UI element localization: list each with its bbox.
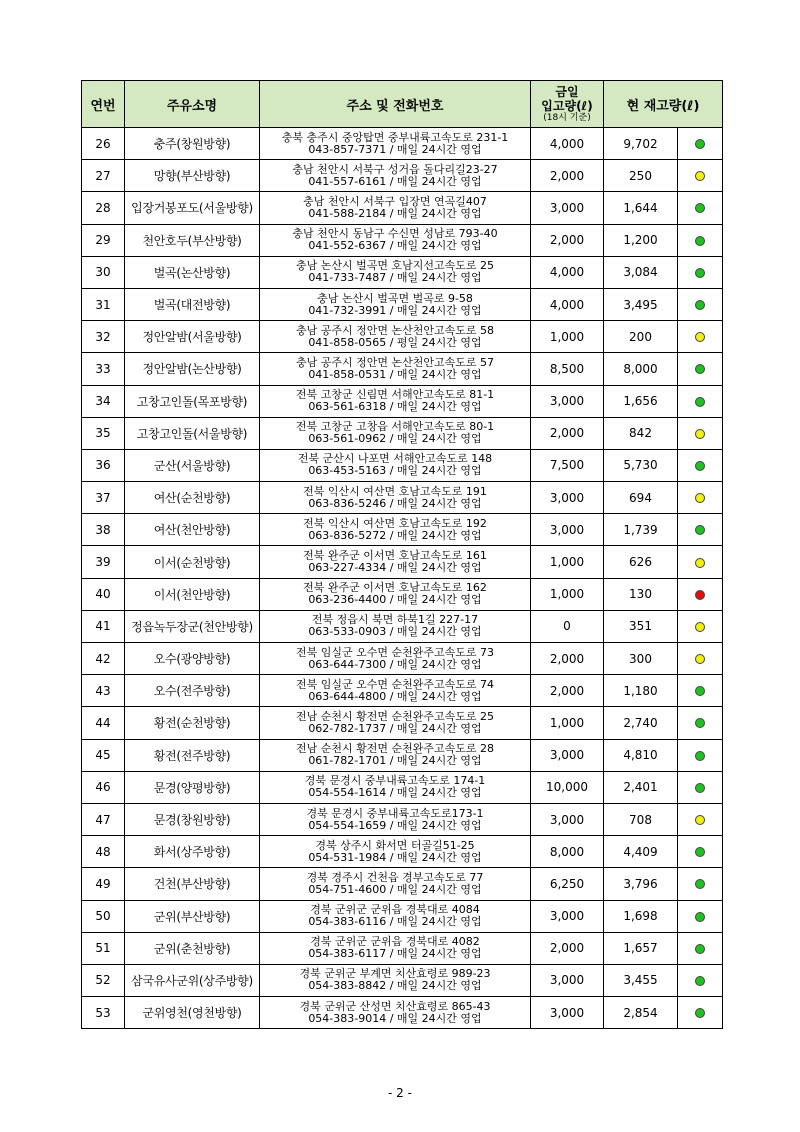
row-no: 37: [82, 482, 125, 514]
address-line: 경북 군위군 산성면 치산효령로 865-43: [299, 999, 491, 1013]
row-incoming: 3,000: [531, 739, 604, 771]
table-row: [82, 997, 723, 1029]
row-address: [260, 449, 531, 481]
row-no: 44: [82, 707, 125, 739]
row-address: [260, 610, 531, 642]
table-row: [82, 675, 723, 707]
row-no: 33: [82, 353, 125, 385]
phone-line: 041-858-0565 / 평일 24시간 영업: [308, 335, 482, 349]
row-no: 52: [82, 964, 125, 996]
row-incoming: 3,000: [531, 514, 604, 546]
row-current-stock: 351: [604, 610, 678, 642]
row-status: [678, 868, 723, 900]
row-status: [678, 707, 723, 739]
row-no: 31: [82, 288, 125, 320]
row-no: 41: [82, 610, 125, 642]
row-no: 28: [82, 192, 125, 224]
row-status: [678, 417, 723, 449]
row-no: 46: [82, 771, 125, 803]
row-address: [260, 771, 531, 803]
row-station-name: 문경(양평방향): [125, 771, 260, 803]
phone-line: 054-751-4600 / 매일 24시간 영업: [308, 882, 482, 896]
status-dot-icon: [695, 912, 705, 922]
status-dot-icon: [695, 397, 705, 407]
phone-line: 063-644-4800 / 매일 24시간 영업: [308, 689, 482, 703]
status-dot-icon: [695, 654, 705, 664]
row-status: [678, 932, 723, 964]
row-address: [260, 353, 531, 385]
row-no: 39: [82, 546, 125, 578]
row-station-name: 군산(서울방향): [125, 449, 260, 481]
row-current-stock: 1,739: [604, 514, 678, 546]
row-current-stock: 3,796: [604, 868, 678, 900]
row-no: 51: [82, 932, 125, 964]
row-station-name: 고창고인돌(목포방향): [125, 385, 260, 417]
row-current-stock: 2,740: [604, 707, 678, 739]
address-line: 전남 순천시 황전면 순천완주고속도로 25: [296, 709, 494, 723]
address-line: 전북 임실군 오수면 순천완주고속도로 73: [296, 645, 494, 659]
row-address: [260, 546, 531, 578]
address-line: 전남 순천시 황전면 순천완주고속도로 28: [296, 742, 494, 756]
row-station-name: 삼국유사군위(상주방향): [125, 964, 260, 996]
row-no: 36: [82, 449, 125, 481]
row-status: [678, 643, 723, 675]
address-line: 경북 군위군 군위읍 경북대로 4082: [310, 935, 480, 949]
row-station-name: 군위(춘천방향): [125, 932, 260, 964]
row-incoming: 2,000: [531, 932, 604, 964]
row-no: 48: [82, 836, 125, 868]
phone-line: 054-531-1984 / 매일 24시간 영업: [308, 850, 482, 864]
row-address: [260, 643, 531, 675]
row-current-stock: 842: [604, 417, 678, 449]
address-line: 경북 문경시 중부내륙고속도로173-1: [306, 806, 484, 820]
row-station-name: 군위(부산방향): [125, 900, 260, 932]
row-current-stock: 250: [604, 160, 678, 192]
row-station-name: 벌곡(대전방향): [125, 288, 260, 320]
row-incoming: 1,000: [531, 707, 604, 739]
address-line: 경북 경주시 건천읍 경부고속도로 77: [306, 870, 484, 884]
row-address: [260, 675, 531, 707]
phone-line: 063-533-0903 / 매일 24시간 영업: [308, 625, 482, 639]
header-incoming-line1: 금일: [555, 84, 579, 99]
row-current-stock: 300: [604, 643, 678, 675]
address-line: 전북 군산시 나포면 서해안고속도로 148: [297, 452, 493, 466]
table-row: [82, 224, 723, 256]
row-status: [678, 128, 723, 160]
row-incoming: 8,500: [531, 353, 604, 385]
row-incoming: 10,000: [531, 771, 604, 803]
phone-line: 063-227-4334 / 매일 24시간 영업: [308, 561, 482, 575]
table-row: [82, 836, 723, 868]
phone-line: 054-554-1614 / 매일 24시간 영업: [308, 786, 482, 800]
row-status: [678, 610, 723, 642]
row-current-stock: 4,810: [604, 739, 678, 771]
row-status: [678, 578, 723, 610]
row-station-name: 충주(창원방향): [125, 128, 260, 160]
table-row: [82, 964, 723, 996]
status-dot-icon: [695, 268, 705, 278]
row-station-name: 이서(순천방향): [125, 546, 260, 578]
row-address: [260, 900, 531, 932]
address-line: 전북 임실군 오수면 순천완주고속도로 74: [296, 677, 494, 691]
status-dot-icon: [695, 686, 705, 696]
row-station-name: 문경(창원방향): [125, 803, 260, 835]
status-dot-icon: [695, 429, 705, 439]
row-no: 34: [82, 385, 125, 417]
row-no: 42: [82, 643, 125, 675]
address-line: 경북 상주시 화서면 터골길51-25: [315, 838, 475, 852]
address-line: 전북 고창군 고창읍 서해안고속도로 80-1: [295, 420, 495, 434]
row-status: [678, 288, 723, 320]
status-dot-icon: [695, 171, 705, 181]
row-station-name: 군위영천(영천방향): [125, 997, 260, 1029]
row-address: [260, 321, 531, 353]
row-address: [260, 932, 531, 964]
phone-line: 054-383-6117 / 매일 24시간 영업: [308, 947, 482, 961]
row-incoming: 3,000: [531, 482, 604, 514]
address-line: 전북 완주군 이서면 호남고속도로 161: [303, 549, 487, 563]
row-incoming: 2,000: [531, 675, 604, 707]
row-incoming: 3,000: [531, 385, 604, 417]
table-row: [82, 578, 723, 610]
row-status: [678, 803, 723, 835]
status-dot-icon: [695, 751, 705, 761]
row-incoming: 2,000: [531, 643, 604, 675]
table-row: [82, 160, 723, 192]
row-incoming: 1,000: [531, 578, 604, 610]
gas-station-table: [81, 80, 723, 1029]
address-line: 전북 익산시 여산면 호남고속도로 192: [303, 516, 487, 530]
header-incoming: [531, 81, 604, 128]
row-current-stock: 3,455: [604, 964, 678, 996]
address-line: 전북 완주군 이서면 호남고속도로 162: [303, 581, 487, 595]
row-address: [260, 224, 531, 256]
table-row: [82, 321, 723, 353]
row-status: [678, 546, 723, 578]
row-incoming: 2,000: [531, 160, 604, 192]
address-line: 충남 천안시 서북구 성거읍 돌다리길23-27: [292, 162, 498, 176]
row-no: 30: [82, 256, 125, 288]
row-current-stock: 1,657: [604, 932, 678, 964]
row-status: [678, 256, 723, 288]
row-no: 38: [82, 514, 125, 546]
table-row: [82, 353, 723, 385]
row-status: [678, 900, 723, 932]
row-incoming: 4,000: [531, 128, 604, 160]
table-row: [82, 803, 723, 835]
table-row: [82, 771, 723, 803]
row-status: [678, 739, 723, 771]
status-dot-icon: [695, 590, 705, 600]
phone-line: 043-857-7371 / 매일 24시간 영업: [308, 142, 482, 156]
table-row: [82, 417, 723, 449]
row-address: [260, 128, 531, 160]
row-current-stock: 2,854: [604, 997, 678, 1029]
row-no: 35: [82, 417, 125, 449]
phone-line: 063-561-0962 / 매일 24시간 영업: [308, 432, 482, 446]
table-row: [82, 256, 723, 288]
row-status: [678, 675, 723, 707]
table-row: [82, 707, 723, 739]
row-station-name: 오수(전주방향): [125, 675, 260, 707]
row-address: [260, 964, 531, 996]
table-row: [82, 900, 723, 932]
status-dot-icon: [695, 461, 705, 471]
status-dot-icon: [695, 879, 705, 889]
table-row: [82, 482, 723, 514]
status-dot-icon: [695, 332, 705, 342]
status-dot-icon: [695, 944, 705, 954]
status-dot-icon: [695, 558, 705, 568]
row-address: [260, 836, 531, 868]
row-station-name: 입장거봉포도(서울방향): [125, 192, 260, 224]
phone-line: 063-644-7300 / 매일 24시간 영업: [308, 657, 482, 671]
row-station-name: 망향(부산방향): [125, 160, 260, 192]
row-current-stock: 5,730: [604, 449, 678, 481]
row-current-stock: 1,200: [604, 224, 678, 256]
table-row: [82, 514, 723, 546]
phone-line: 062-782-1737 / 매일 24시간 영업: [308, 721, 482, 735]
row-status: [678, 353, 723, 385]
table-header-row: [82, 81, 723, 128]
row-status: [678, 964, 723, 996]
row-station-name: 이서(천안방향): [125, 578, 260, 610]
phone-line: 054-383-8842 / 매일 24시간 영업: [308, 979, 482, 993]
status-dot-icon: [695, 525, 705, 535]
row-address: [260, 578, 531, 610]
row-station-name: 정안알밤(서울방향): [125, 321, 260, 353]
row-address: [260, 997, 531, 1029]
phone-line: 041-557-6161 / 매일 24시간 영업: [308, 174, 482, 188]
row-current-stock: 9,702: [604, 128, 678, 160]
address-line: 경북 문경시 중부내륙고속도로 174-1: [304, 774, 486, 788]
row-current-stock: 3,495: [604, 288, 678, 320]
row-incoming: 4,000: [531, 288, 604, 320]
row-no: 40: [82, 578, 125, 610]
row-address: [260, 417, 531, 449]
row-incoming: 7,500: [531, 449, 604, 481]
table-row: [82, 643, 723, 675]
table-row: [82, 739, 723, 771]
address-line: 전북 고창군 신림면 서해안고속도로 81-1: [295, 388, 495, 402]
row-station-name: 천안호두(부산방향): [125, 224, 260, 256]
status-dot-icon: [695, 815, 705, 825]
status-dot-icon: [695, 364, 705, 374]
address-line: 경북 군위군 군위읍 경북대로 4084: [310, 903, 480, 917]
row-current-stock: 3,084: [604, 256, 678, 288]
row-status: [678, 771, 723, 803]
row-incoming: 0: [531, 610, 604, 642]
row-current-stock: 200: [604, 321, 678, 353]
status-dot-icon: [695, 203, 705, 213]
table-row: [82, 128, 723, 160]
row-current-stock: 1,644: [604, 192, 678, 224]
address-line: 충남 천안시 동남구 수신면 성남로 793-40: [292, 227, 498, 241]
row-status: [678, 160, 723, 192]
row-station-name: 오수(광양방향): [125, 643, 260, 675]
row-incoming: 3,000: [531, 900, 604, 932]
row-current-stock: 1,656: [604, 385, 678, 417]
row-station-name: 여산(천안방향): [125, 514, 260, 546]
header-no: 연번: [82, 81, 125, 128]
row-address: [260, 160, 531, 192]
row-no: 50: [82, 900, 125, 932]
status-dot-icon: [695, 847, 705, 857]
row-incoming: 1,000: [531, 321, 604, 353]
phone-line: 063-836-5272 / 매일 24시간 영업: [308, 528, 482, 542]
status-dot-icon: [695, 1008, 705, 1018]
row-no: 29: [82, 224, 125, 256]
row-no: 47: [82, 803, 125, 835]
row-current-stock: 1,698: [604, 900, 678, 932]
row-no: 27: [82, 160, 125, 192]
row-station-name: 정읍녹두장군(천안방향): [125, 610, 260, 642]
row-no: 49: [82, 868, 125, 900]
status-dot-icon: [695, 783, 705, 793]
row-current-stock: 130: [604, 578, 678, 610]
row-incoming: 3,000: [531, 964, 604, 996]
status-dot-icon: [695, 976, 705, 986]
table-row: [82, 868, 723, 900]
address-line: 전북 익산시 여산면 호남고속도로 191: [303, 484, 487, 498]
row-address: [260, 868, 531, 900]
header-incoming-line2: 입고량(ℓ): [541, 98, 593, 113]
row-current-stock: 708: [604, 803, 678, 835]
row-status: [678, 449, 723, 481]
row-status: [678, 192, 723, 224]
row-station-name: 고창고인돌(서울방향): [125, 417, 260, 449]
row-current-stock: 2,401: [604, 771, 678, 803]
row-address: [260, 707, 531, 739]
status-dot-icon: [695, 139, 705, 149]
table-row: [82, 449, 723, 481]
address-line: 충남 공주시 정안면 논산천안고속도로 57: [296, 355, 494, 369]
header-address: 주소 및 전화번호: [260, 81, 531, 128]
phone-line: 041-733-7487 / 매일 24시간 영업: [308, 271, 482, 285]
row-station-name: 황전(전주방향): [125, 739, 260, 771]
row-status: [678, 321, 723, 353]
row-station-name: 정안알밤(논산방향): [125, 353, 260, 385]
row-no: 45: [82, 739, 125, 771]
table-row: [82, 932, 723, 964]
table-body: [82, 128, 723, 1029]
row-address: [260, 514, 531, 546]
row-status: [678, 224, 723, 256]
phone-line: 041-588-2184 / 매일 24시간 영업: [308, 206, 482, 220]
phone-line: 041-732-3991 / 매일 24시간 영업: [308, 303, 482, 317]
phone-line: 054-554-1659 / 매일 24시간 영업: [308, 818, 482, 832]
row-station-name: 건천(부산방향): [125, 868, 260, 900]
header-name: 주유소명: [125, 81, 260, 128]
row-station-name: 황전(순천방향): [125, 707, 260, 739]
status-dot-icon: [695, 622, 705, 632]
row-current-stock: 8,000: [604, 353, 678, 385]
phone-line: 063-836-5246 / 매일 24시간 영업: [308, 496, 482, 510]
row-incoming: 2,000: [531, 417, 604, 449]
row-address: [260, 385, 531, 417]
phone-line: 054-383-6116 / 매일 24시간 영업: [308, 915, 482, 929]
address-line: 충남 논산시 벌곡면 벌곡로 9-58: [317, 291, 473, 305]
row-station-name: 여산(순천방향): [125, 482, 260, 514]
header-incoming-note: (18시 기준): [543, 112, 591, 123]
phone-line: 054-383-9014 / 매일 24시간 영업: [308, 1011, 482, 1025]
status-dot-icon: [695, 236, 705, 246]
row-address: [260, 256, 531, 288]
phone-line: 061-782-1701 / 매일 24시간 영업: [308, 754, 482, 768]
table-row: [82, 385, 723, 417]
row-status: [678, 997, 723, 1029]
status-dot-icon: [695, 493, 705, 503]
row-incoming: 8,000: [531, 836, 604, 868]
table-row: [82, 192, 723, 224]
table-row: [82, 610, 723, 642]
row-status: [678, 514, 723, 546]
row-incoming: 4,000: [531, 256, 604, 288]
row-incoming: 2,000: [531, 224, 604, 256]
row-current-stock: 1,180: [604, 675, 678, 707]
phone-line: 041-858-0531 / 매일 24시간 영업: [308, 367, 482, 381]
row-status: [678, 482, 723, 514]
phone-line: 063-561-6318 / 매일 24시간 영업: [308, 400, 482, 414]
address-line: 충남 공주시 정안면 논산천안고속도로 58: [296, 323, 494, 337]
row-incoming: 6,250: [531, 868, 604, 900]
row-incoming: 3,000: [531, 997, 604, 1029]
row-incoming: 1,000: [531, 546, 604, 578]
phone-line: 063-236-4400 / 매일 24시간 영업: [308, 593, 482, 607]
row-status: [678, 385, 723, 417]
row-address: [260, 288, 531, 320]
status-dot-icon: [695, 300, 705, 310]
phone-line: 041-552-6367 / 매일 24시간 영업: [308, 239, 482, 253]
table-row: [82, 546, 723, 578]
status-dot-icon: [695, 718, 705, 728]
row-address: [260, 803, 531, 835]
row-incoming: 3,000: [531, 803, 604, 835]
row-address: [260, 482, 531, 514]
row-no: 32: [82, 321, 125, 353]
row-no: 43: [82, 675, 125, 707]
row-no: 26: [82, 128, 125, 160]
address-line: 충북 충주시 중앙탑면 중부내륙고속도로 231-1: [281, 130, 509, 144]
address-line: 경북 군위군 부계면 치산효령로 989-23: [299, 967, 491, 981]
row-no: 53: [82, 997, 125, 1029]
page-number: - 2 -: [388, 1086, 412, 1100]
phone-line: 063-453-5163 / 매일 24시간 영업: [308, 464, 482, 478]
row-address: [260, 739, 531, 771]
row-current-stock: 626: [604, 546, 678, 578]
address-line: 전북 정읍시 북면 하북1길 227-17: [311, 613, 479, 627]
row-station-name: 화서(상주방향): [125, 836, 260, 868]
address-line: 충남 천안시 서북구 입장면 연곡길407: [303, 194, 487, 208]
row-current-stock: 4,409: [604, 836, 678, 868]
row-station-name: 벌곡(논산방향): [125, 256, 260, 288]
row-address: [260, 192, 531, 224]
table-row: [82, 288, 723, 320]
address-line: 충남 논산시 벌곡면 호남지선고속도로 25: [296, 259, 494, 273]
row-incoming: 3,000: [531, 192, 604, 224]
row-status: [678, 836, 723, 868]
row-current-stock: 694: [604, 482, 678, 514]
header-current-stock: 현 재고량(ℓ): [604, 81, 723, 128]
